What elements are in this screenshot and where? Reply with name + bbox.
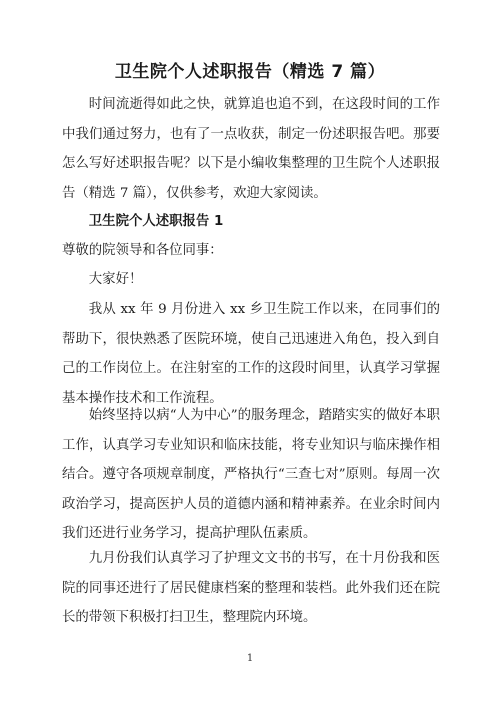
body-paragraph-2: 始终坚持以病“人为中心”的服务理念，踏踏实实的做好本职工作，认真学习专业知识和临床技能，将专业知识与临床操作相结合。遵守各项规章制度，严格执行“三查七对”原则。每周一次政治学习，提高医护人员的道德内涵和精神素养。在业余时间内我们还进行业务学习，提高护理队伍素质。 <box>62 408 440 542</box>
section-heading: 卫生院个人述职报告 1 <box>88 214 224 229</box>
salutation: 尊敬的院领导和各位同事： <box>62 243 223 258</box>
greeting: 大家好！ <box>88 272 143 287</box>
page-number: 1 <box>246 653 254 664</box>
intro-paragraph: 时间流逝得如此之快，就算追也追不到，在这段时间的工作中我们通过努力，也有了一点收获，制定一份述职报告吧。那要怎么写好述职报告呢？以下是小编收集整理的卫生院个人述职报告（精选 7 篇），仅供参考，欢迎大家阅读。 <box>62 97 440 201</box>
body-paragraph-1: 我从 xx 年 9 月份进入 xx 乡卫生院工作以来，在同事们的帮助下，很快熟悉了医院环境，使自己迅速进入角色，投入到自己的工作岗位上。在注射室的工作的这段时间里，认真学习掌握基本操作技术和工作流程。 <box>62 302 440 406</box>
document-title: 卫生院个人述职报告（精选 7 篇） <box>114 62 386 82</box>
body-paragraph-3: 九月份我们认真学习了护理文文书的书写，在十月份我和医院的同事还进行了居民健康档案的整理和装档。此外我们还在院长的带领下积极打扫卫生，整理院内环境。 <box>62 551 440 626</box>
